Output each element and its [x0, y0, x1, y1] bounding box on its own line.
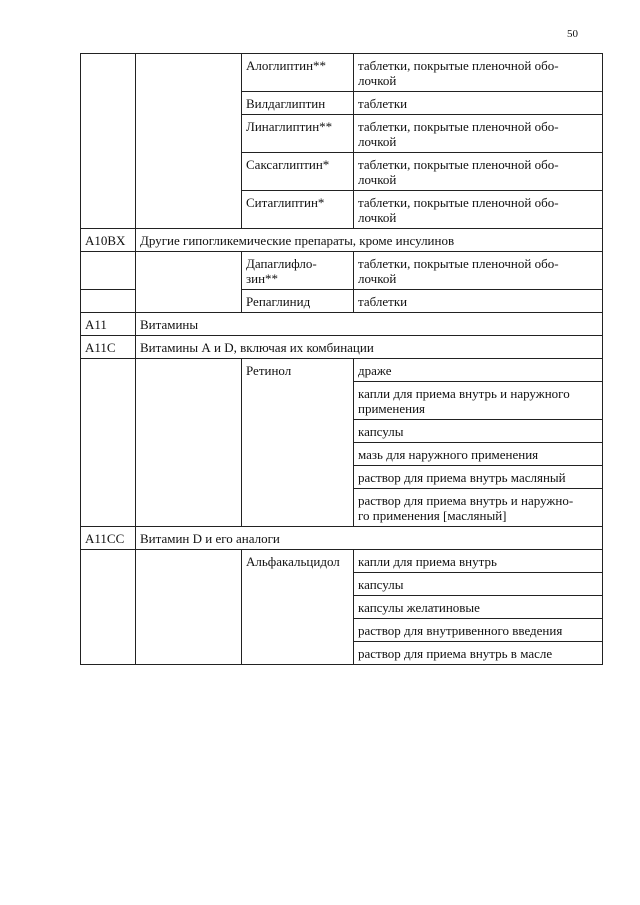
form-cell: мазь для наружного применения — [354, 443, 603, 466]
form-cell: капсулы — [354, 420, 603, 443]
form-cell: таблетки, покрытые пленочной обо- лочкой — [354, 191, 603, 229]
group-cell — [136, 252, 242, 313]
inn-cell: Ситаглиптин* — [242, 191, 354, 229]
inn-cell: Альфакальцидол — [242, 550, 354, 665]
atc-code: A11C — [81, 336, 136, 359]
form-cell: таблетки, покрытые пленочной обо- лочкой — [354, 252, 603, 290]
form-cell: раствор для приема внутрь и наружно- го применения [масляный] — [354, 489, 603, 527]
form-cell: капли для приема внутрь — [354, 550, 603, 573]
code-cell — [81, 54, 136, 229]
group-cell — [136, 550, 242, 665]
form-cell: капсулы — [354, 573, 603, 596]
form-cell: капли для приема внутрь и наружного применения — [354, 382, 603, 420]
form-cell: таблетки, покрытые пленочной обо- лочкой — [354, 153, 603, 191]
table-row — [81, 359, 603, 382]
inn-cell: Репаглинид — [242, 290, 354, 313]
form-cell: раствор для приема внутрь масляный — [354, 466, 603, 489]
group-heading-row — [81, 336, 603, 359]
group-heading-row — [81, 527, 603, 550]
inn-cell: Саксаглиптин* — [242, 153, 354, 191]
atc-code: A11CC — [81, 527, 136, 550]
code-cell — [81, 359, 136, 527]
atc-group-name: Другие гипогликемические препараты, кроме инсулинов — [136, 229, 603, 252]
group-heading-row — [81, 313, 603, 336]
code-cell — [81, 252, 136, 290]
group-cell — [136, 54, 242, 229]
drug-table — [80, 53, 603, 665]
table-row — [81, 54, 603, 92]
atc-group-name: Витамин D и его аналоги — [136, 527, 603, 550]
inn-cell: Алоглиптин** — [242, 54, 354, 92]
form-cell: таблетки, покрытые пленочной обо- лочкой — [354, 54, 603, 92]
form-cell: раствор для приема внутрь в масле — [354, 642, 603, 665]
form-cell: драже — [354, 359, 603, 382]
atc-code: A11 — [81, 313, 136, 336]
inn-cell: Линаглиптин** — [242, 115, 354, 153]
form-cell: капсулы желатиновые — [354, 596, 603, 619]
group-cell — [136, 359, 242, 527]
inn-cell: Дапаглифло- зин** — [242, 252, 354, 290]
table-row — [81, 252, 603, 290]
form-cell: раствор для внутривенного введения — [354, 619, 603, 642]
table-row — [81, 550, 603, 573]
group-heading-row — [81, 229, 603, 252]
code-cell — [81, 290, 136, 313]
inn-cell: Вилдаглиптин — [242, 92, 354, 115]
page-number: 50 — [567, 28, 578, 40]
form-cell: таблетки, покрытые пленочной обо- лочкой — [354, 115, 603, 153]
form-cell: таблетки — [354, 92, 603, 115]
atc-code: A10BX — [81, 229, 136, 252]
atc-group-name: Витамины — [136, 313, 603, 336]
atc-group-name: Витамины А и D, включая их комбинации — [136, 336, 603, 359]
code-cell — [81, 550, 136, 665]
form-cell: таблетки — [354, 290, 603, 313]
inn-cell: Ретинол — [242, 359, 354, 527]
